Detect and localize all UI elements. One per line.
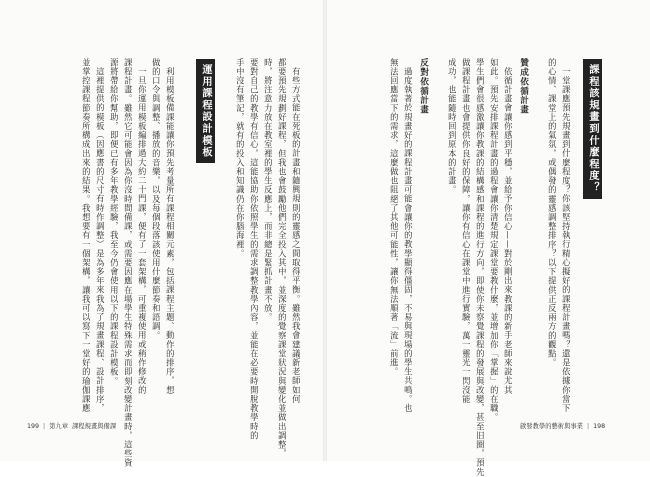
body-line: 利用模板備課能讓你預先考量所有課程相關元素，包括課程主題、動作的排序，想: [165, 67, 176, 395]
pro-line: 如此。預先安排課程計畫的過程會讓你清楚規定課堂要教什麼，並增加你「掌握」的在職。: [489, 58, 500, 422]
right-footer: 啟發教學的藝術與事業 | 198: [520, 423, 606, 430]
body-line: 並掌控課程節奏所構成出來的結果。我想要有一個架構，讓我可以寫下一堂好的瑜伽課應: [81, 58, 92, 413]
intro-line: 的心情、課堂上的氣氛，或偶發的靈感調整排序？以下提供正反兩方的觀點。: [547, 58, 558, 368]
pro-line: 成功，也能隨時回到原本的計畫。: [447, 58, 458, 195]
pro-subheading: 贊成依循計畫: [518, 58, 529, 115]
right-footer-title: 啟發教學的藝術與事業: [520, 423, 583, 430]
pro-line: 學生們會很感激讓你教課的結構感和課程的進行方向，即使你未察覺課程的發展與改變，甚至旧圈，預先: [475, 58, 486, 477]
body-line: 有些方式能在死板的計畫和隨興規則的靈感之間取得平衡。雖然我會建議新老師如何: [291, 67, 302, 404]
left-page: [0, 0, 323, 468]
pro-line: 依循計畫會讓你感到平穩，並給予你信心——對於剛出來教課的新手老師來說尤其: [503, 67, 514, 395]
body-line: 源將帶給你幫助，即便已有多年教學經驗，我至今仍會使用以下的課程設計模板。: [109, 58, 120, 386]
intro-line: 一堂課應預先規畫到什麼程度？你該堅持執行精心擬好的課程計畫嗎？還是依據你當下: [561, 67, 572, 413]
left-footer-page-number: 199: [27, 423, 40, 430]
pro-line: 做課程計畫也會提供你良好的保障，讓你有信心在課堂中進行實驗，萬一靈光一閃沒能: [461, 58, 472, 404]
body-line: 這裡提供的模板（因應書的尺寸有時作調整）是為多年來我為了規畫課程、設計排序，: [95, 67, 106, 413]
left-footer: 199 | 第九章 課程規畫與備課: [27, 423, 117, 430]
body-line: 做的口令與調整、播放的音樂，以及每個段落該使用什麼節奏和語調。: [151, 58, 162, 341]
body-line: 都要預先規劃好課程，但我也會鼓勵他們完全投入其中，並深度的覺察課堂狀況與變化並做出調整，: [277, 58, 288, 459]
con-line: 過度執著於規畫好的課程計畫可能會讓你的教學顯得僵固，不易與現場的學生共鳴。也: [403, 67, 414, 413]
body-line: 要對自己的教學有信心，這能協助你依照學生的需求調整教學內容，並能在必要時開脫教學時的: [249, 58, 260, 441]
left-footer-chapter: 第九章: [49, 423, 69, 430]
body-line: 一旦你運用模板編排過大約二十門課，便有了一套架構，可重複使用或稍作修改的: [137, 67, 148, 395]
body-line: 手中沒有筆記，就有的投入和知識仍在你腦海裡。: [235, 58, 246, 259]
right-footer-page-number: 198: [593, 423, 606, 430]
section-heading-template: 運用課程設計模板: [196, 59, 215, 163]
section-heading-planning-level: 課程該規畫到什麼程度？: [583, 59, 602, 199]
body-line: 課程計畫。雖然它可能會因為你沒時間備課，或需要因應在場學生特殊需求而即刻改變計畫時，這些資: [123, 58, 134, 468]
left-footer-title: 課程規畫與備課: [72, 423, 117, 430]
con-subheading: 反對依循計畫: [418, 58, 429, 115]
body-line: 時，將注意力放在教室裡的學生反應上，而非總是緊抓計畫不放。: [263, 58, 274, 322]
con-line: 無法回應當下的需求，這麼做也阻絕了其他可能性，讓你無法順著「流」前進。: [389, 58, 400, 377]
